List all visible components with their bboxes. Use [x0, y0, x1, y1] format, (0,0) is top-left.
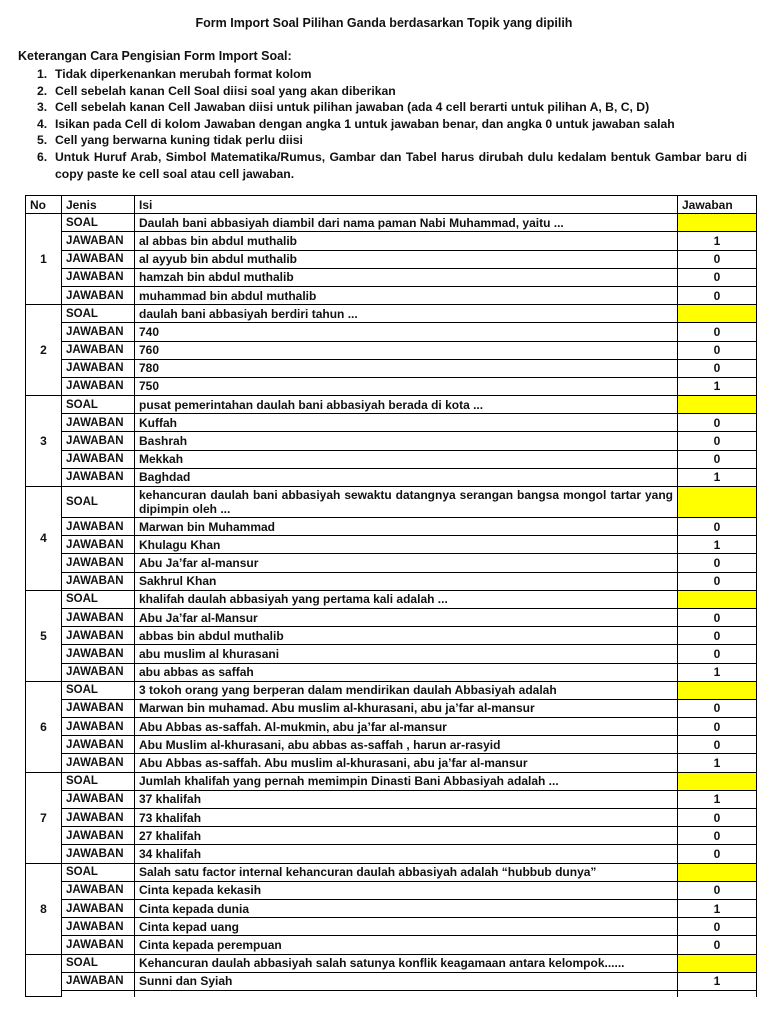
jenis-cell[interactable]: SOAL [62, 954, 135, 972]
answer-key-cell[interactable]: 0 [678, 718, 757, 736]
answer-text-cell[interactable]: 34 khalifah [135, 845, 678, 863]
jenis-cell[interactable]: JAWABAN [62, 881, 135, 899]
jenis-cell[interactable]: SOAL [62, 305, 135, 323]
answer-row [26, 518, 757, 536]
answer-key-blank-cell[interactable] [678, 396, 757, 414]
question-number-cell[interactable] [26, 954, 62, 997]
answer-key-cell[interactable]: 1 [678, 754, 757, 772]
answer-text-cell[interactable]: Bashrah [135, 432, 678, 450]
question-text-cell[interactable]: Daulah bani abbasiyah diambil dari nama paman Nabi Muhammad, yaitu ... [135, 214, 678, 232]
answer-row [26, 881, 757, 899]
answer-text-cell[interactable]: 750 [135, 377, 678, 395]
answer-row [26, 536, 757, 554]
answer-row [26, 268, 757, 286]
jenis-cell[interactable]: JAWABAN [62, 323, 135, 341]
answer-row [26, 608, 757, 626]
answer-text-cell[interactable]: Marwan bin muhamad. Abu muslim al-khurasani, abu ja’far al-mansur [135, 699, 678, 717]
jenis-cell[interactable]: SOAL [62, 590, 135, 608]
answer-row [26, 754, 757, 772]
answer-key-cell[interactable]: 0 [678, 809, 757, 827]
question-row [26, 214, 757, 232]
instructions-list [37, 66, 747, 182]
answer-text-cell[interactable]: muhammad bin abdul muthalib [135, 286, 678, 304]
question-text-cell[interactable]: daulah bani abbasiyah berdiri tahun ... [135, 305, 678, 323]
question-number-cell[interactable]: 2 [26, 305, 62, 396]
jenis-cell[interactable]: JAWABAN [62, 608, 135, 626]
jenis-cell[interactable]: JAWABAN [62, 718, 135, 736]
instruction-number: 6. [37, 149, 48, 164]
answer-row [26, 572, 757, 590]
answer-text-cell[interactable]: hamzah bin abdul muthalib [135, 268, 678, 286]
jenis-cell[interactable]: JAWABAN [62, 536, 135, 554]
question-row [26, 590, 757, 608]
instructions-heading: Keterangan Cara Pengisian Form Import Soal: [18, 49, 292, 63]
jenis-cell[interactable]: JAWABAN [62, 627, 135, 645]
jenis-cell[interactable]: JAWABAN [62, 827, 135, 845]
answer-row [26, 627, 757, 645]
answer-key-cell[interactable]: 1 [678, 468, 757, 486]
jenis-cell[interactable]: JAWABAN [62, 790, 135, 808]
answer-key-cell[interactable]: 0 [678, 323, 757, 341]
question-text-cell[interactable]: khalifah daulah abbasiyah yang pertama kali adalah ... [135, 590, 678, 608]
answer-text-cell[interactable]: Abu Abbas as-saffah. Al-mukmin, abu ja’far al-mansur [135, 718, 678, 736]
answer-key-cell[interactable]: 0 [678, 286, 757, 304]
answer-row [26, 554, 757, 572]
answer-row [26, 323, 757, 341]
empty-cell [135, 990, 678, 997]
jenis-cell[interactable]: JAWABAN [62, 414, 135, 432]
instruction-item [37, 149, 747, 182]
jenis-cell[interactable]: JAWABAN [62, 341, 135, 359]
answer-row [26, 432, 757, 450]
answer-row [26, 377, 757, 395]
header-jawaban: Jawaban [678, 196, 757, 214]
question-row [26, 863, 757, 881]
instruction-item [37, 83, 747, 100]
answer-text-cell[interactable]: Abu Ja’far al-mansur [135, 554, 678, 572]
answer-text-cell[interactable]: al ayyub bin abdul muthalib [135, 250, 678, 268]
instruction-item [37, 132, 747, 149]
instruction-number: 2. [37, 83, 48, 98]
jenis-cell[interactable]: JAWABAN [62, 268, 135, 286]
answer-text-cell[interactable]: Khulagu Khan [135, 536, 678, 554]
answer-key-cell[interactable]: 0 [678, 645, 757, 663]
answer-text-cell[interactable]: Cinta kepada dunia [135, 899, 678, 917]
answer-text-cell[interactable]: 740 [135, 323, 678, 341]
jenis-cell[interactable]: JAWABAN [62, 845, 135, 863]
answer-text-cell[interactable]: Abu Ja’far al-Mansur [135, 608, 678, 626]
answer-text-cell[interactable]: 37 khalifah [135, 790, 678, 808]
jenis-cell[interactable]: JAWABAN [62, 809, 135, 827]
question-text-cell[interactable]: Salah satu factor internal kehancuran daulah abbasiyah adalah “hubbub dunya” [135, 863, 678, 881]
jenis-cell[interactable]: JAWABAN [62, 518, 135, 536]
answer-key-blank-cell[interactable] [678, 863, 757, 881]
answer-row [26, 468, 757, 486]
answer-key-blank-cell[interactable] [678, 214, 757, 232]
answer-text-cell[interactable]: 73 khalifah [135, 809, 678, 827]
answer-key-cell[interactable]: 0 [678, 845, 757, 863]
answer-row [26, 232, 757, 250]
answer-key-blank-cell[interactable] [678, 681, 757, 699]
answer-key-cell[interactable]: 1 [678, 377, 757, 395]
jenis-cell[interactable]: JAWABAN [62, 432, 135, 450]
answer-key-blank-cell[interactable] [678, 305, 757, 323]
question-row [26, 396, 757, 414]
answer-key-cell[interactable]: 0 [678, 518, 757, 536]
question-number-cell[interactable]: 3 [26, 396, 62, 487]
answer-text-cell[interactable]: 760 [135, 341, 678, 359]
answer-key-cell[interactable]: 0 [678, 341, 757, 359]
question-text-cell[interactable]: Jumlah khalifah yang pernah memimpin Dinasti Bani Abbasiyah adalah ... [135, 772, 678, 790]
answer-row [26, 341, 757, 359]
table-body [26, 214, 757, 997]
answer-row [26, 414, 757, 432]
jenis-cell[interactable]: JAWABAN [62, 450, 135, 468]
answer-key-cell[interactable]: 0 [678, 572, 757, 590]
answer-row [26, 845, 757, 863]
jenis-cell[interactable]: SOAL [62, 681, 135, 699]
answer-row [26, 990, 757, 997]
question-text-cell[interactable]: pusat pemerintahan daulah bani abbasiyah berada di kota ... [135, 396, 678, 414]
question-row [26, 305, 757, 323]
answer-text-cell[interactable]: Baghdad [135, 468, 678, 486]
question-number-cell[interactable]: 8 [26, 863, 62, 954]
jenis-cell[interactable]: JAWABAN [62, 936, 135, 954]
answer-key-blank-cell[interactable] [678, 590, 757, 608]
jenis-cell[interactable]: SOAL [62, 772, 135, 790]
answer-text-cell[interactable]: Marwan bin Muhammad [135, 518, 678, 536]
question-text-cell[interactable]: kehancuran daulah bani abbasiyah sewaktu datangnya serangan bangsa mongol tartar yang dipimpin oleh ... [135, 487, 678, 518]
answer-row [26, 699, 757, 717]
answer-text-cell[interactable]: abu muslim al khurasani [135, 645, 678, 663]
question-row [26, 772, 757, 790]
answer-text-cell[interactable]: Sunni dan Syiah [135, 972, 678, 990]
answer-row [26, 450, 757, 468]
answer-key-cell[interactable]: 0 [678, 881, 757, 899]
instruction-text: Cell yang berwarna kuning tidak perlu diisi [55, 133, 303, 148]
answer-row [26, 899, 757, 917]
jenis-cell[interactable]: JAWABAN [62, 286, 135, 304]
answer-text-cell[interactable]: 780 [135, 359, 678, 377]
answer-key-cell[interactable]: 1 [678, 972, 757, 990]
jenis-cell[interactable]: JAWABAN [62, 645, 135, 663]
answer-key-cell[interactable]: 1 [678, 536, 757, 554]
answer-row [26, 663, 757, 681]
answer-text-cell[interactable]: al abbas bin abdul muthalib [135, 232, 678, 250]
question-number-cell[interactable]: 1 [26, 214, 62, 305]
answer-text-cell[interactable]: abu abbas as saffah [135, 663, 678, 681]
jenis-cell[interactable]: JAWABAN [62, 899, 135, 917]
answer-key-cell[interactable]: 1 [678, 790, 757, 808]
jenis-cell[interactable]: JAWABAN [62, 972, 135, 990]
question-row [26, 681, 757, 699]
answer-text-cell[interactable]: Abu Muslim al-khurasani, abu abbas as-saffah , harun ar-rasyid [135, 736, 678, 754]
answer-key-cell[interactable]: 0 [678, 359, 757, 377]
answer-text-cell[interactable]: Abu Abbas as-saffah. Abu muslim al-khurasani, abu ja’far al-mansur [135, 754, 678, 772]
answer-key-cell[interactable]: 0 [678, 936, 757, 954]
instruction-number: 1. [37, 67, 48, 81]
jenis-cell[interactable]: JAWABAN [62, 663, 135, 681]
jenis-cell[interactable]: JAWABAN [62, 377, 135, 395]
answer-key-blank-cell[interactable] [678, 487, 757, 518]
empty-cell [678, 990, 757, 997]
answer-row [26, 359, 757, 377]
answer-row [26, 736, 757, 754]
jenis-cell[interactable]: JAWABAN [62, 736, 135, 754]
answer-key-cell[interactable]: 0 [678, 268, 757, 286]
jenis-cell[interactable]: JAWABAN [62, 699, 135, 717]
jenis-cell[interactable]: JAWABAN [62, 918, 135, 936]
instruction-number: 5. [37, 133, 48, 148]
jenis-cell[interactable]: JAWABAN [62, 468, 135, 486]
answer-key-cell[interactable]: 0 [678, 608, 757, 626]
header-no: No [26, 196, 62, 214]
jenis-cell[interactable]: JAWABAN [62, 359, 135, 377]
instruction-item [37, 66, 747, 83]
header-isi: Isi [135, 196, 678, 214]
question-text-cell[interactable]: Kehancuran daulah abbasiyah salah satunya konflik keagamaan antara kelompok...... [135, 954, 678, 972]
instruction-number: 3. [37, 100, 48, 115]
answer-text-cell[interactable]: Kuffah [135, 414, 678, 432]
answer-row [26, 250, 757, 268]
answer-text-cell[interactable]: Cinta kepada kekasih [135, 881, 678, 899]
question-text-cell[interactable]: 3 tokoh orang yang berperan dalam mendirikan daulah Abbasiyah adalah [135, 681, 678, 699]
instruction-item [37, 116, 747, 133]
question-row [26, 954, 757, 972]
answer-key-cell[interactable]: 0 [678, 250, 757, 268]
answer-key-cell[interactable]: 0 [678, 699, 757, 717]
answer-row [26, 645, 757, 663]
answer-row [26, 972, 757, 990]
answer-text-cell[interactable]: Cinta kepada perempuan [135, 936, 678, 954]
jenis-cell[interactable]: JAWABAN [62, 572, 135, 590]
instruction-text: Cell sebelah kanan Cell Jawaban diisi untuk pilihan jawaban (ada 4 cell berarti untuk pilihan A, B, C, D) [55, 100, 650, 115]
answer-row [26, 936, 757, 954]
answer-row [26, 827, 757, 845]
header-jenis: Jenis [62, 196, 135, 214]
answer-key-cell[interactable]: 0 [678, 736, 757, 754]
page-title: Form Import Soal Pilihan Ganda berdasarkan Topik yang dipilih [195, 16, 573, 30]
jenis-cell[interactable]: SOAL [62, 214, 135, 232]
answer-text-cell[interactable]: Cinta kepad uang [135, 918, 678, 936]
answer-text-cell[interactable]: 27 khalifah [135, 827, 678, 845]
question-number-cell[interactable]: 4 [26, 487, 62, 591]
jenis-cell[interactable]: JAWABAN [62, 554, 135, 572]
question-row [26, 487, 757, 518]
answer-row [26, 918, 757, 936]
answer-key-cell[interactable]: 1 [678, 899, 757, 917]
answer-key-cell[interactable]: 0 [678, 554, 757, 572]
answer-text-cell[interactable]: Sakhrul Khan [135, 572, 678, 590]
answer-key-cell[interactable]: 0 [678, 450, 757, 468]
answer-key-cell[interactable]: 0 [678, 627, 757, 645]
answer-key-cell[interactable]: 0 [678, 918, 757, 936]
answer-text-cell[interactable]: abbas bin abdul muthalib [135, 627, 678, 645]
answer-key-cell[interactable]: 0 [678, 827, 757, 845]
answer-key-cell[interactable]: 0 [678, 414, 757, 432]
question-table [25, 195, 757, 997]
instruction-text: Tidak diperkenankan merubah format kolom [55, 67, 312, 81]
answer-key-cell[interactable]: 1 [678, 232, 757, 250]
instruction-item [37, 99, 747, 116]
answer-key-cell[interactable]: 1 [678, 663, 757, 681]
instruction-text: Isikan pada Cell di kolom Jawaban dengan angka 1 untuk jawaban benar, dan angka 0 untuk jawaban salah [55, 116, 675, 131]
empty-cell [62, 990, 135, 997]
jenis-cell[interactable]: JAWABAN [62, 250, 135, 268]
jenis-cell[interactable]: SOAL [62, 396, 135, 414]
answer-key-blank-cell[interactable] [678, 772, 757, 790]
jenis-cell[interactable]: SOAL [62, 487, 135, 518]
answer-row [26, 790, 757, 808]
answer-key-blank-cell[interactable] [678, 954, 757, 972]
question-number-cell[interactable]: 6 [26, 681, 62, 772]
question-number-cell[interactable]: 7 [26, 772, 62, 863]
instruction-number: 4. [37, 116, 48, 131]
question-number-cell[interactable]: 5 [26, 590, 62, 681]
table-header-row [26, 196, 757, 214]
answer-row [26, 809, 757, 827]
instruction-text: Cell sebelah kanan Cell Soal diisi soal yang akan diberikan [55, 83, 396, 98]
jenis-cell[interactable]: SOAL [62, 863, 135, 881]
jenis-cell[interactable]: JAWABAN [62, 232, 135, 250]
answer-key-cell[interactable]: 0 [678, 432, 757, 450]
answer-row [26, 718, 757, 736]
answer-row [26, 286, 757, 304]
jenis-cell[interactable]: JAWABAN [62, 754, 135, 772]
answer-text-cell[interactable]: Mekkah [135, 450, 678, 468]
instruction-text: Untuk Huruf Arab, Simbol Matematika/Rumus, Gambar dan Tabel harus dirubah dulu kedalam bentuk Gambar baru di copy paste ke cell soal atau cell jawaban. [55, 149, 747, 181]
